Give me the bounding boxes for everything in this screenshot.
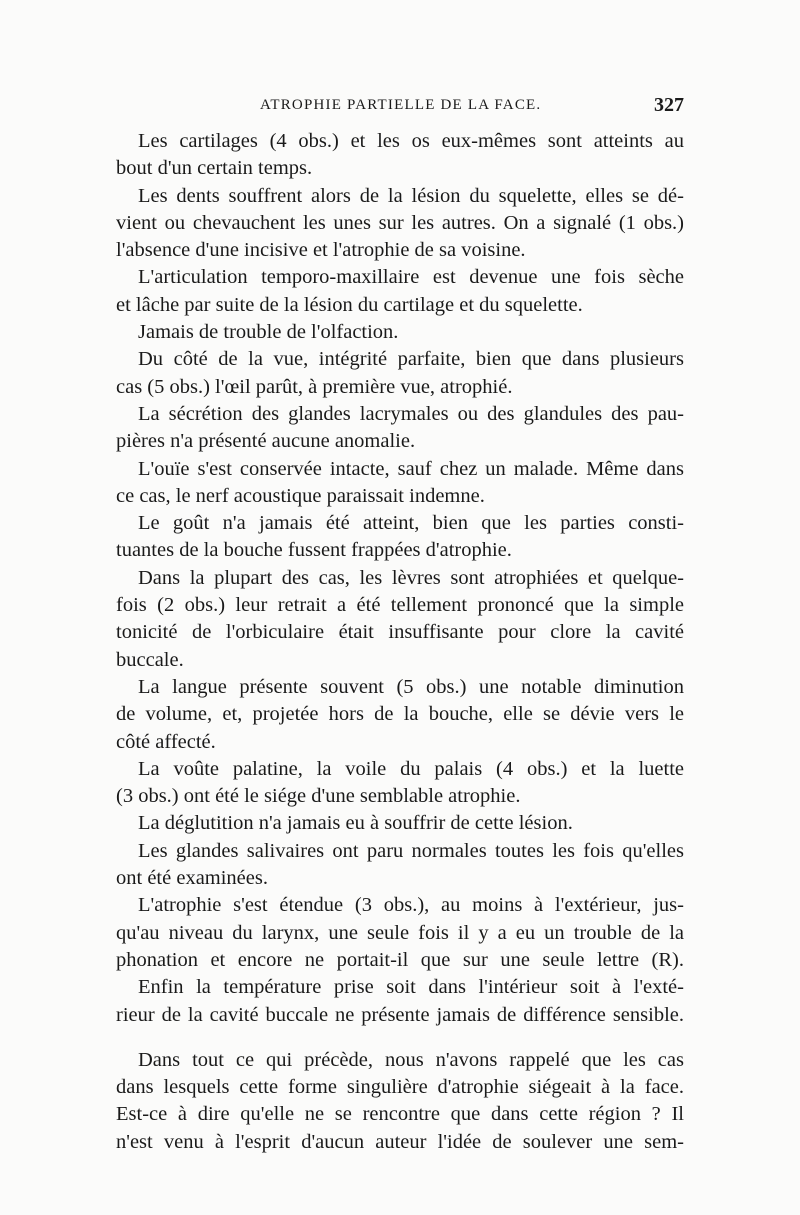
text-line: pières n'a présenté aucune anomalie. bbox=[116, 430, 416, 453]
text-line: La sécrétion des glandes lacrymales ou des glandules des pau- bbox=[138, 402, 684, 425]
text-line: côté affecté. bbox=[116, 730, 216, 753]
text-line: tonicité de l'orbiculaire était insuffisante pour clore la cavité bbox=[116, 621, 684, 644]
page-header bbox=[116, 94, 684, 121]
running-title: ATROPHIE PARTIELLE DE LA FACE. bbox=[260, 97, 542, 113]
text-line: Jamais de trouble de l'olfaction. bbox=[138, 321, 399, 344]
text-line: Les cartilages (4 obs.) et les os eux-mêmes sont atteints au bbox=[138, 130, 684, 152]
text-line: Dans tout ce qui précède, nous n'avons rappelé que les cas bbox=[138, 1048, 684, 1071]
text-line: Enfin la température prise soit dans l'intérieur soit à l'exté- bbox=[138, 976, 684, 999]
text-line: n'est venu à l'esprit d'aucun auteur l'idée de soulever une sem- bbox=[116, 1130, 684, 1153]
section-gap bbox=[116, 1029, 684, 1047]
text-line: bout d'un certain temps. bbox=[116, 157, 313, 180]
text-line: fois (2 obs.) leur retrait a été tellement prononcé que la simple bbox=[116, 594, 684, 617]
text-line: qu'au niveau du larynx, une seule fois il y a eu un trouble de la bbox=[116, 921, 684, 944]
text-line: l'absence d'une incisive et l'atrophie de sa voisine. bbox=[116, 239, 526, 262]
text-line: et lâche par suite de la lésion du cartilage et du squelette. bbox=[116, 293, 583, 316]
text-line: buccale. bbox=[116, 648, 184, 671]
text-line: La déglutition n'a jamais eu à souffrir de cette lésion. bbox=[138, 812, 573, 835]
text-line: de volume, et, projetée hors de la bouche, elle se dévie vers le bbox=[116, 703, 684, 726]
text-line: vient ou chevauchent les unes sur les autres. On a signalé (1 obs.) bbox=[116, 211, 684, 234]
text-line: L'atrophie s'est étendue (3 obs.), au moins à l'extérieur, jus- bbox=[138, 894, 684, 917]
text-line: phonation et encore ne portait-il que sur une seule lettre (R). bbox=[116, 948, 684, 971]
text-line: tuantes de la bouche fussent frappées d'atrophie. bbox=[116, 539, 512, 562]
body-text bbox=[116, 128, 684, 1156]
text-line: cas (5 obs.) l'œil parût, à première vue, atrophié. bbox=[116, 375, 513, 398]
text-line: L'articulation temporo-maxillaire est devenue une fois sèche bbox=[138, 266, 684, 289]
paragraph-group-final bbox=[116, 1047, 684, 1156]
text-line: Les glandes salivaires ont paru normales toutes les fois qu'elles bbox=[138, 839, 684, 862]
text-line: ce cas, le nerf acoustique paraissait indemne. bbox=[116, 484, 485, 507]
paragraph-group-main bbox=[116, 128, 684, 1029]
text-line: Du côté de la vue, intégrité parfaite, bien que dans plusieurs bbox=[138, 348, 684, 371]
text-line: rieur de la cavité buccale ne présente jamais de différence sensible. bbox=[116, 1003, 684, 1026]
page-number: 327 bbox=[654, 94, 684, 116]
text-line: Dans la plupart des cas, les lèvres sont atrophiées et quelque- bbox=[138, 566, 684, 589]
text-line: La voûte palatine, la voile du palais (4 obs.) et la luette bbox=[138, 757, 684, 780]
text-line: (3 obs.) ont été le siége d'une semblable atrophie. bbox=[116, 785, 521, 808]
text-line: Les dents souffrent alors de la lésion du squelette, elles se dé- bbox=[138, 184, 684, 207]
text-line: dans lesquels cette forme singulière d'atrophie siégeait à la face. bbox=[116, 1076, 684, 1099]
text-line: Est-ce à dire qu'elle ne se rencontre que dans cette région ? Il bbox=[116, 1103, 684, 1126]
text-line: ont été examinées. bbox=[116, 867, 268, 890]
text-line: L'ouïe s'est conservée intacte, sauf chez un malade. Même dans bbox=[138, 457, 684, 480]
text-line: Le goût n'a jamais été atteint, bien que les parties consti- bbox=[138, 512, 684, 535]
text-line: La langue présente souvent (5 obs.) une notable diminution bbox=[138, 675, 684, 698]
